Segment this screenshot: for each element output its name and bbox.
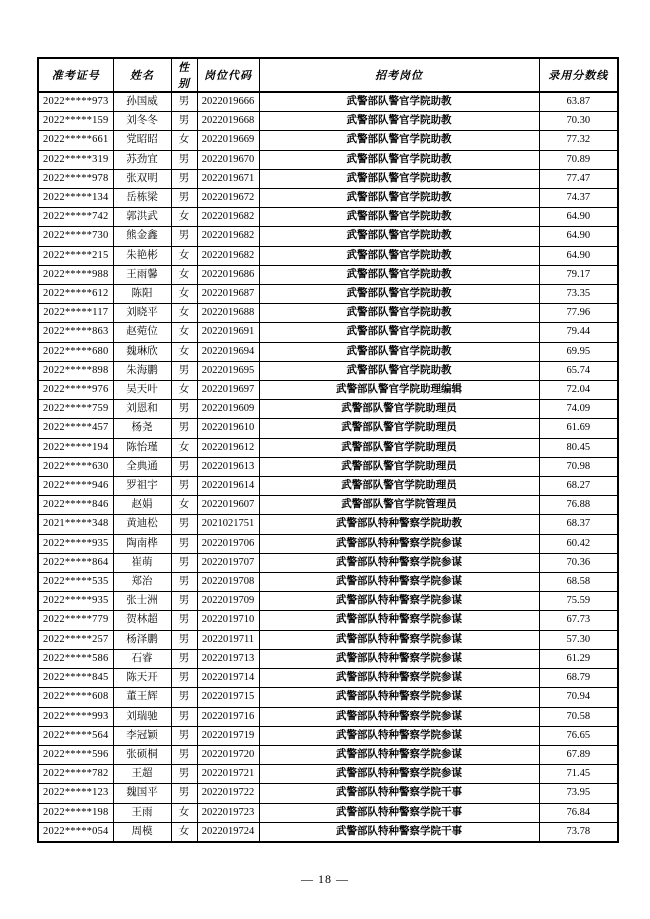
position-cell: 武警部队警官学院助理员 [259,400,539,419]
score-cell: 70.94 [539,688,618,707]
score-cell: 74.09 [539,400,618,419]
gender-cell: 男 [171,534,197,553]
table-row [38,669,618,688]
position-code-cell: 2022019713 [197,649,259,668]
gender-cell: 男 [171,765,197,784]
admission-number-cell: 2022*****730 [38,227,113,246]
position-cell: 武警部队警官学院助教 [259,285,539,304]
gender-cell: 男 [171,361,197,380]
gender-cell: 男 [171,92,197,112]
position-cell: 武警部队警官学院助理员 [259,477,539,496]
score-cell: 76.88 [539,496,618,515]
score-cell: 70.58 [539,707,618,726]
name-cell: 董王辉 [113,688,171,707]
table-body [38,92,618,842]
score-cell: 67.73 [539,611,618,630]
score-cell: 70.36 [539,553,618,572]
gender-cell: 女 [171,342,197,361]
table-row [38,381,618,400]
name-cell: 朱艳彬 [113,246,171,265]
score-cell: 72.04 [539,381,618,400]
gender-cell: 女 [171,304,197,323]
gender-cell: 男 [171,688,197,707]
position-code-cell: 2022019694 [197,342,259,361]
admission-number-cell: 2022*****215 [38,246,113,265]
gender-cell: 女 [171,208,197,227]
position-code-cell: 2022019682 [197,246,259,265]
table-row [38,189,618,208]
position-cell: 武警部队警官学院助教 [259,246,539,265]
position-code-cell: 2022019672 [197,189,259,208]
position-cell: 武警部队警官学院助理员 [259,457,539,476]
header-admission-number: 准考证号 [38,58,113,92]
admission-number-cell: 2022*****198 [38,803,113,822]
gender-cell: 男 [171,515,197,534]
admission-number-cell: 2022*****845 [38,669,113,688]
name-cell: 刘瑞驰 [113,707,171,726]
admission-number-cell: 2022*****935 [38,592,113,611]
admission-number-cell: 2022*****159 [38,112,113,131]
name-cell: 陈阳 [113,285,171,304]
gender-cell: 女 [171,131,197,150]
position-cell: 武警部队警官学院助教 [259,92,539,112]
score-cell: 61.29 [539,649,618,668]
score-cell: 67.89 [539,745,618,764]
admission-number-cell: 2022*****608 [38,688,113,707]
position-code-cell: 2022019610 [197,419,259,438]
table-row [38,784,618,803]
name-cell: 刘冬冬 [113,112,171,131]
position-code-cell: 2022019682 [197,208,259,227]
gender-cell: 男 [171,553,197,572]
position-code-cell: 2022019724 [197,822,259,842]
gender-cell: 男 [171,189,197,208]
name-cell: 党昭昭 [113,131,171,150]
table-row [38,227,618,246]
admission-number-cell: 2022*****535 [38,573,113,592]
position-cell: 武警部队警官学院助教 [259,304,539,323]
score-cell: 57.30 [539,630,618,649]
position-code-cell: 2021021751 [197,515,259,534]
score-cell: 64.90 [539,208,618,227]
table-row [38,688,618,707]
position-cell: 武警部队特种警察学院参谋 [259,745,539,764]
position-code-cell: 2022019670 [197,150,259,169]
table-row [38,169,618,188]
gender-cell: 男 [171,726,197,745]
position-code-cell: 2022019710 [197,611,259,630]
name-cell: 贺林超 [113,611,171,630]
table-row [38,745,618,764]
gender-cell: 男 [171,745,197,764]
position-code-cell: 2022019714 [197,669,259,688]
table-row [38,265,618,284]
name-cell: 刘恩和 [113,400,171,419]
admission-number-cell: 2022*****935 [38,534,113,553]
table-row [38,822,618,842]
position-code-cell: 2022019668 [197,112,259,131]
position-cell: 武警部队特种警察学院干事 [259,803,539,822]
table-row [38,342,618,361]
admission-number-cell: 2022*****863 [38,323,113,342]
table-row [38,285,618,304]
table-row [38,630,618,649]
score-cell: 76.65 [539,726,618,745]
score-cell: 79.44 [539,323,618,342]
name-cell: 陈怡瑾 [113,438,171,457]
position-cell: 武警部队特种警察学院参谋 [259,649,539,668]
admission-number-cell: 2022*****973 [38,92,113,112]
position-cell: 武警部队警官学院助教 [259,112,539,131]
position-code-cell: 2022019697 [197,381,259,400]
position-cell: 武警部队警官学院助教 [259,169,539,188]
gender-cell: 男 [171,400,197,419]
position-cell: 武警部队特种警察学院参谋 [259,534,539,553]
position-cell: 武警部队警官学院助教 [259,361,539,380]
gender-cell: 男 [171,649,197,668]
table-row [38,573,618,592]
name-cell: 石睿 [113,649,171,668]
table-row [38,419,618,438]
table-row [38,400,618,419]
score-cell: 63.87 [539,92,618,112]
name-cell: 刘晓平 [113,304,171,323]
position-code-cell: 2022019719 [197,726,259,745]
position-cell: 武警部队警官学院助教 [259,265,539,284]
admission-number-cell: 2022*****782 [38,765,113,784]
admission-number-cell: 2022*****194 [38,438,113,457]
admission-number-cell: 2022*****846 [38,496,113,515]
position-cell: 武警部队特种警察学院参谋 [259,630,539,649]
score-cell: 64.90 [539,246,618,265]
gender-cell: 女 [171,285,197,304]
score-cell: 71.45 [539,765,618,784]
position-cell: 武警部队警官学院助教 [259,150,539,169]
name-cell: 王雨馨 [113,265,171,284]
position-cell: 武警部队特种警察学院助教 [259,515,539,534]
gender-cell: 男 [171,419,197,438]
position-code-cell: 2022019607 [197,496,259,515]
name-cell: 周模 [113,822,171,842]
gender-cell: 男 [171,592,197,611]
name-cell: 陶南桦 [113,534,171,553]
admission-number-cell: 2022*****759 [38,400,113,419]
table-row [38,726,618,745]
position-code-cell: 2022019612 [197,438,259,457]
table-row [38,515,618,534]
admission-number-cell: 2022*****319 [38,150,113,169]
name-cell: 张士洲 [113,592,171,611]
position-cell: 武警部队特种警察学院参谋 [259,553,539,572]
score-cell: 68.37 [539,515,618,534]
score-cell: 74.37 [539,189,618,208]
position-code-cell: 2022019715 [197,688,259,707]
name-cell: 陈天开 [113,669,171,688]
name-cell: 岳栋梁 [113,189,171,208]
position-code-cell: 2022019711 [197,630,259,649]
table-row [38,323,618,342]
position-code-cell: 2022019671 [197,169,259,188]
admission-number-cell: 2022*****257 [38,630,113,649]
page-number: — 18 — [301,872,349,886]
admission-number-cell: 2022*****054 [38,822,113,842]
admission-number-cell: 2022*****630 [38,457,113,476]
gender-cell: 男 [171,169,197,188]
position-code-cell: 2022019721 [197,765,259,784]
name-cell: 朱海鹏 [113,361,171,380]
position-cell: 武警部队警官学院助理编辑 [259,381,539,400]
score-cell: 69.95 [539,342,618,361]
gender-cell: 男 [171,611,197,630]
table-row [38,112,618,131]
position-cell: 武警部队特种警察学院干事 [259,822,539,842]
score-cell: 64.90 [539,227,618,246]
position-code-cell: 2022019695 [197,361,259,380]
gender-cell: 女 [171,822,197,842]
score-cell: 68.79 [539,669,618,688]
score-cell: 80.45 [539,438,618,457]
gender-cell: 男 [171,227,197,246]
gender-cell: 男 [171,112,197,131]
gender-cell: 男 [171,669,197,688]
position-cell: 武警部队特种警察学院参谋 [259,611,539,630]
admission-number-cell: 2022*****117 [38,304,113,323]
admission-number-cell: 2022*****976 [38,381,113,400]
score-cell: 61.69 [539,419,618,438]
name-cell: 黄迪松 [113,515,171,534]
table-row [38,131,618,150]
header-position: 招考岗位 [259,58,539,92]
position-code-cell: 2022019666 [197,92,259,112]
gender-cell: 男 [171,477,197,496]
name-cell: 郑治 [113,573,171,592]
name-cell: 赵娟 [113,496,171,515]
name-cell: 张硕桐 [113,745,171,764]
position-code-cell: 2022019716 [197,707,259,726]
table-row [38,92,618,112]
table-row [38,611,618,630]
position-code-cell: 2022019614 [197,477,259,496]
score-cell: 68.58 [539,573,618,592]
position-code-cell: 2022019688 [197,304,259,323]
score-cell: 73.35 [539,285,618,304]
admission-number-cell: 2022*****612 [38,285,113,304]
position-code-cell: 2022019609 [197,400,259,419]
position-code-cell: 2022019720 [197,745,259,764]
position-cell: 武警部队警官学院管理员 [259,496,539,515]
name-cell: 王雨 [113,803,171,822]
header-score-line: 录用分数线 [539,58,618,92]
position-cell: 武警部队特种警察学院参谋 [259,707,539,726]
position-code-cell: 2022019723 [197,803,259,822]
position-cell: 武警部队特种警察学院干事 [259,784,539,803]
position-cell: 武警部队特种警察学院参谋 [259,669,539,688]
table-row [38,361,618,380]
position-code-cell: 2022019691 [197,323,259,342]
recruitment-score-table [37,57,619,843]
admission-number-cell: 2022*****661 [38,131,113,150]
name-cell: 李冠颖 [113,726,171,745]
header-position-code: 岗位代码 [197,58,259,92]
score-cell: 60.42 [539,534,618,553]
position-cell: 武警部队警官学院助教 [259,208,539,227]
name-cell: 罗祖宇 [113,477,171,496]
admission-number-cell: 2022*****742 [38,208,113,227]
position-cell: 武警部队警官学院助教 [259,189,539,208]
gender-cell: 男 [171,630,197,649]
position-cell: 武警部队警官学院助教 [259,323,539,342]
table-row [38,649,618,668]
name-cell: 杨泽鹏 [113,630,171,649]
header-name: 姓名 [113,58,171,92]
name-cell: 杨尧 [113,419,171,438]
page-footer [0,872,650,887]
name-cell: 赵菀位 [113,323,171,342]
header-gender: 性别 [171,58,197,92]
name-cell: 王超 [113,765,171,784]
admission-number-cell: 2022*****946 [38,477,113,496]
name-cell: 魏琳欣 [113,342,171,361]
position-cell: 武警部队特种警察学院参谋 [259,688,539,707]
name-cell: 熊金鑫 [113,227,171,246]
name-cell: 全典通 [113,457,171,476]
name-cell: 孙国威 [113,92,171,112]
position-code-cell: 2022019709 [197,592,259,611]
score-cell: 77.47 [539,169,618,188]
table-row [38,477,618,496]
position-code-cell: 2022019708 [197,573,259,592]
admission-number-cell: 2022*****564 [38,726,113,745]
table-row [38,496,618,515]
score-cell: 76.84 [539,803,618,822]
score-cell: 73.95 [539,784,618,803]
name-cell: 张双明 [113,169,171,188]
admission-number-cell: 2022*****123 [38,784,113,803]
admission-number-cell: 2022*****898 [38,361,113,380]
gender-cell: 女 [171,323,197,342]
position-cell: 武警部队警官学院助教 [259,227,539,246]
score-cell: 65.74 [539,361,618,380]
admission-number-cell: 2022*****864 [38,553,113,572]
score-cell: 77.96 [539,304,618,323]
table-row [38,553,618,572]
score-cell: 77.32 [539,131,618,150]
position-code-cell: 2022019613 [197,457,259,476]
position-cell: 武警部队警官学院助理员 [259,438,539,457]
name-cell: 苏劲宜 [113,150,171,169]
admission-number-cell: 2022*****457 [38,419,113,438]
position-code-cell: 2022019669 [197,131,259,150]
admission-number-cell: 2022*****596 [38,745,113,764]
admission-number-cell: 2022*****680 [38,342,113,361]
position-cell: 武警部队特种警察学院参谋 [259,592,539,611]
admission-number-cell: 2022*****993 [38,707,113,726]
gender-cell: 女 [171,246,197,265]
gender-cell: 女 [171,438,197,457]
position-cell: 武警部队警官学院助教 [259,342,539,361]
gender-cell: 女 [171,265,197,284]
name-cell: 吴天叶 [113,381,171,400]
admission-number-cell: 2022*****134 [38,189,113,208]
table-row [38,707,618,726]
name-cell: 魏国平 [113,784,171,803]
admission-number-cell: 2022*****978 [38,169,113,188]
position-code-cell: 2022019707 [197,553,259,572]
table-row [38,534,618,553]
gender-cell: 女 [171,496,197,515]
position-cell: 武警部队特种警察学院参谋 [259,765,539,784]
admission-number-cell: 2021*****348 [38,515,113,534]
table-row [38,304,618,323]
table-row [38,765,618,784]
table-row [38,457,618,476]
gender-cell: 女 [171,381,197,400]
admission-number-cell: 2022*****988 [38,265,113,284]
gender-cell: 男 [171,457,197,476]
gender-cell: 男 [171,573,197,592]
table-row [38,803,618,822]
position-cell: 武警部队警官学院助理员 [259,419,539,438]
score-cell: 73.78 [539,822,618,842]
position-cell: 武警部队特种警察学院参谋 [259,726,539,745]
score-cell: 75.59 [539,592,618,611]
gender-cell: 男 [171,784,197,803]
table-row [38,592,618,611]
table-row [38,438,618,457]
gender-cell: 女 [171,803,197,822]
table-row [38,150,618,169]
position-cell: 武警部队警官学院助教 [259,131,539,150]
table-row [38,208,618,227]
score-cell: 68.27 [539,477,618,496]
table-header-row [38,58,618,92]
position-code-cell: 2022019722 [197,784,259,803]
score-cell: 70.30 [539,112,618,131]
position-cell: 武警部队特种警察学院参谋 [259,573,539,592]
gender-cell: 男 [171,707,197,726]
score-cell: 70.89 [539,150,618,169]
admission-number-cell: 2022*****586 [38,649,113,668]
position-code-cell: 2022019686 [197,265,259,284]
gender-cell: 男 [171,150,197,169]
score-cell: 70.98 [539,457,618,476]
position-code-cell: 2022019706 [197,534,259,553]
table-row [38,246,618,265]
name-cell: 崔萌 [113,553,171,572]
position-code-cell: 2022019682 [197,227,259,246]
score-cell: 79.17 [539,265,618,284]
admission-number-cell: 2022*****779 [38,611,113,630]
name-cell: 郭洪武 [113,208,171,227]
position-code-cell: 2022019687 [197,285,259,304]
